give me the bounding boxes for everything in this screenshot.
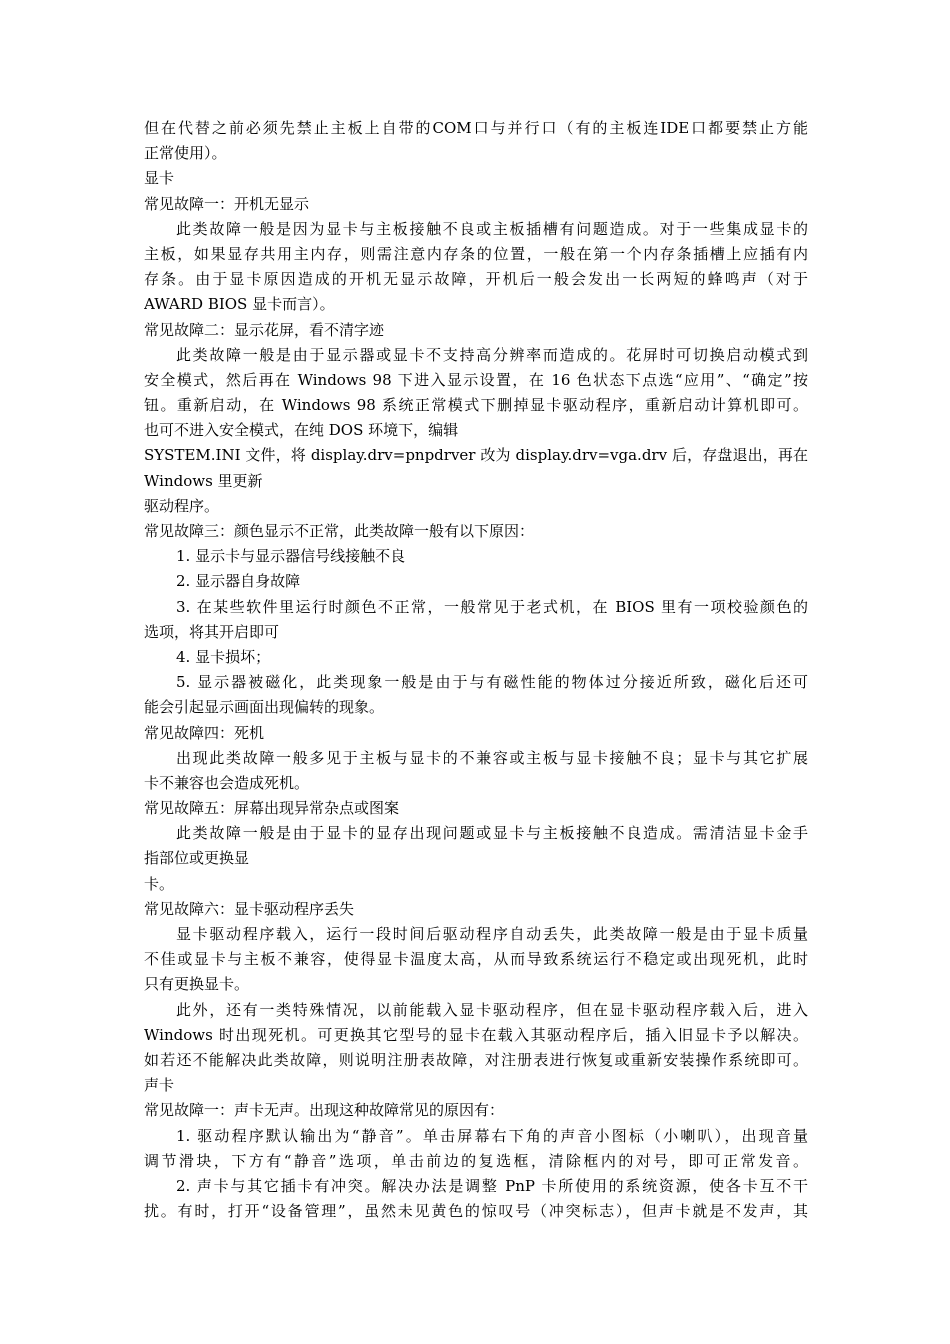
text-line-l20: 3. 在某些软件里运行时颜色不正常，一般常见于老式机，在 BIOS 里有一项校验颜色的 (176, 597, 808, 616)
text-line-l07: 存条。由于显卡原因造成的开机无显示故障，开机后一般会发出一长两短的蜂鸣声（对于 (144, 270, 808, 289)
text-line-l22: 4. 显卡损坏； (176, 647, 271, 666)
text-line-l21: 选项，将其开启即可 (144, 622, 280, 641)
text-line-l05: 此类故障一般是因为显卡与主板接触不良或主板插槽有问题造成。对于一些集成显卡的 (176, 219, 808, 238)
text-line-l18: 1. 显示卡与显示器信号线接触不良 (176, 547, 406, 566)
text-line-l06: 主板，如果显存共用主内存，则需注意内存条的位置，一般在第一个内存条插槽上应插有内 (144, 244, 808, 263)
text-line-l40: 常见故障一：声卡无声。出现这种故障常见的原因有： (144, 1101, 505, 1120)
text-line-l35: 只有更换显卡。 (144, 975, 250, 994)
text-line-l43: 2. 声卡与其它插卡有冲突。解决办法是调整 PnP 卡所使用的系统资源，使各卡互不干 (176, 1176, 808, 1195)
text-line-l31: 卡。 (144, 874, 175, 893)
text-line-l16: 驱动程序。 (144, 496, 220, 515)
text-line-l27: 卡不兼容也会造成死机。 (144, 773, 310, 792)
text-line-l08: AWARD BIOS 显卡而言）。 (144, 295, 335, 314)
text-line-l09: 常见故障二：显示花屏，看不清字迹 (144, 320, 385, 339)
text-line-l41: 1. 驱动程序默认输出为“静音”。单击屏幕右下角的声音小图标（小喇叭），出现音量 (176, 1126, 808, 1145)
text-line-l15: Windows 里更新 (144, 471, 263, 490)
document-body (144, 116, 808, 1224)
text-line-l33: 显卡驱动程序载入，运行一段时间后驱动程序自动丢失，此类故障一般是由于显卡质量 (176, 925, 808, 943)
text-line-l30: 指部位或更换显 (144, 849, 250, 868)
text-line-l37: Windows 时出现死机。可更换其它型号的显卡在载入其驱动程序后，插入旧显卡予以解决。 (144, 1025, 808, 1044)
text-line-l13: 也可不进入安全模式，在纯 DOS 环境下，编辑 (144, 421, 459, 440)
text-line-l04: 常见故障一：开机无显示 (144, 194, 310, 213)
text-line-l23: 5. 显示器被磁化，此类现象一般是由于与有磁性能的物体过分接近所致，磁化后还可 (176, 673, 808, 692)
text-line-l38: 如若还不能解决此类故障，则说明注册表故障，对注册表进行恢复或重新安装操作系统即可。 (144, 1050, 808, 1069)
text-line-l42: 调节滑块，下方有“静音”选项，单击前边的复选框，清除框内的对号，即可正常发音。 (144, 1151, 808, 1170)
text-line-l24: 能会引起显示画面出现偏转的现象。 (144, 698, 385, 717)
text-line-l26: 出现此类故障一般多见于主板与显卡的不兼容或主板与显卡接触不良；显卡与其它扩展 (176, 748, 808, 767)
text-line-l03: 显卡 (144, 169, 175, 188)
text-line-l14: SYSTEM.INI 文件，将 display.drv=pnpdrver 改为 display.drv=vga.drv 后，存盘退出，再在 (144, 446, 808, 465)
text-line-l17: 常见故障三：颜色显示不正常，此类故障一般有以下原因： (144, 522, 535, 540)
text-line-l19: 2. 显示器自身故障 (176, 572, 301, 591)
text-line-l01: 但在代替之前必须先禁止主板上自带的COM口与并行口（有的主板连IDE口都要禁止方能 (144, 119, 808, 137)
text-line-l02: 正常使用）。 (144, 144, 227, 163)
text-line-l34: 不佳或显卡与主板不兼容，使得显卡温度太高，从而导致系统运行不稳定或出现死机，此时 (144, 950, 808, 969)
text-line-l36: 此外，还有一类特殊情况，以前能载入显卡驱动程序，但在显卡驱动程序载入后，进入 (176, 1000, 808, 1019)
text-line-l25: 常见故障四：死机 (144, 723, 265, 742)
text-line-l10: 此类故障一般是由于显示器或显卡不支持高分辨率而造成的。花屏时可切换启动模式到 (176, 345, 808, 364)
text-line-l44: 扰。有时，打开“设备管理”，虽然未见黄色的惊叹号（冲突标志），但声卡就是不发声，其 (144, 1202, 808, 1221)
text-line-l32: 常见故障六：显卡驱动程序丢失 (144, 899, 355, 918)
text-line-l29: 此类故障一般是由于显卡的显存出现问题或显卡与主板接触不良造成。需清洁显卡金手 (176, 824, 808, 843)
text-line-l11: 安全模式，然后再在 Windows 98 下进入显示设置，在 16 色状态下点选“应用”、“确定”按 (144, 370, 808, 389)
text-line-l12: 钮。重新启动，在 Windows 98 系统正常模式下删掉显卡驱动程序，重新启动计算机即可。 (144, 396, 808, 415)
text-line-l28: 常见故障五：屏幕出现异常杂点或图案 (144, 799, 400, 818)
text-line-l39: 声卡 (144, 1076, 175, 1095)
